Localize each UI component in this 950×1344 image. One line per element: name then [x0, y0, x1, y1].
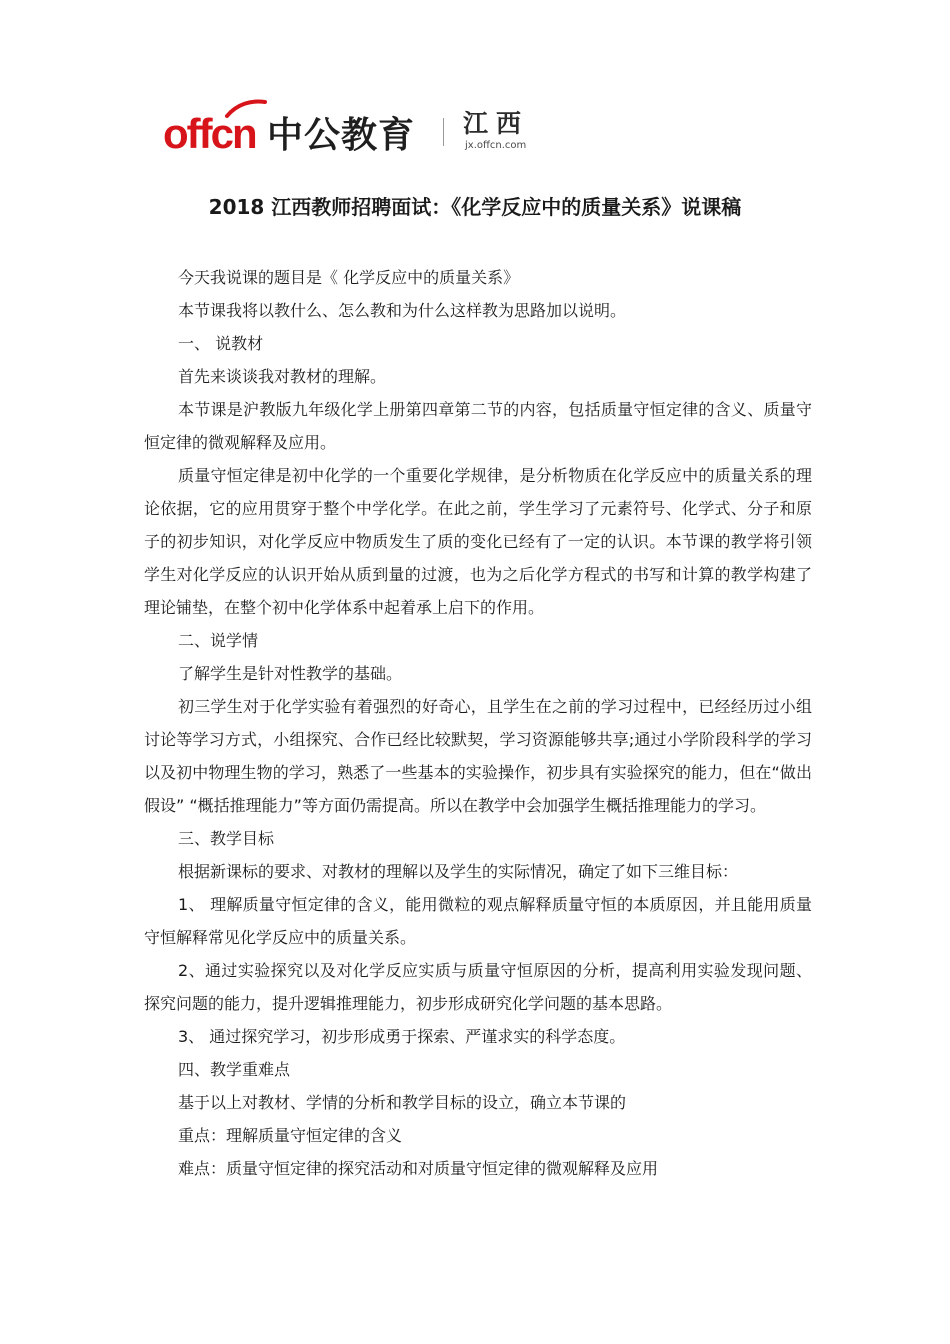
heading-key-points: 四、教学重难点 — [178, 1060, 291, 1079]
document-body — [144, 261, 812, 1185]
objective-item-2: 2、通过实验探究以及对化学反应实质与质量守恒原因的分析，提高利用实验发现问题、探究问题的能力，提升逻辑推理能力，初步形成研究化学问题的基本思路。 — [144, 961, 812, 1013]
heading-textbook: 一、 说教材 — [178, 334, 264, 353]
objective-item-1: 1、 理解质量守恒定律的含义，能用微粒的观点解释质量守恒的本质原因，并且能用质量守恒解释常见化学反应中的质量关系。 — [144, 895, 812, 947]
paragraph-objectives-intro: 根据新课标的要求、对教材的理解以及学生的实际情况，确定了如下三维目标： — [178, 862, 739, 881]
offcn-logo — [163, 98, 421, 154]
paragraph-key-points-intro: 基于以上对教材、学情的分析和教学目标的设立，确立本节课的 — [178, 1093, 627, 1112]
paragraph-students-analysis: 初三学生对于化学实验有着强烈的好奇心，且学生在之前的学习过程中，已经经历过小组讨论等学习方式，小组探究、合作已经比较默契，学习资源能够共享;通过小学阶段科学的学习以及初中物理生物的学习，熟悉了一些基本的实验操作，初步具有实验探究的能力，但在“做出假设” “概括推理能力”等方面仍需提高。所以在教学中会加强学生概括推理能力的学习。 — [144, 697, 812, 815]
logo-divider — [443, 118, 444, 146]
paragraph-textbook-content: 本节课是沪教版九年级化学上册第四章第二节的内容，包括质量守恒定律的含义、质量守恒定律的微观解释及应用。 — [144, 400, 812, 452]
key-point-focus: 重点：理解质量守恒定律的含义 — [178, 1126, 403, 1145]
paragraph-textbook-role: 质量守恒定律是初中化学的一个重要化学规律，是分析物质在化学反应中的质量关系的理论依据，它的应用贯穿于整个中学化学。在此之前，学生学习了元素符号、化学式、分子和原子的初步知识，对化学反应中物质发生了质的变化已经有了一定的认识。本节课的教学将引领学生对化学反应的认识开始从质到量的过渡，也为之后化学方程式的书写和计算的教学构建了理论铺垫，在整个初中化学体系中起着承上启下的作用。 — [144, 466, 812, 617]
key-point-difficulty: 难点：质量守恒定律的探究活动和对质量守恒定律的微观解释及应用 — [178, 1159, 659, 1178]
paragraph-approach: 本节课我将以教什么、怎么教和为什么这样教为思路加以说明。 — [178, 301, 627, 320]
logo-chinese-text: 中公教育 — [267, 115, 416, 154]
paragraph-topic: 今天我说课的题目是《 化学反应中的质量关系》 — [178, 268, 520, 287]
objective-item-3: 3、 通过探究学习，初步形成勇于探索、严谨求实的科学态度。 — [178, 1027, 626, 1046]
region-name: 江西 — [463, 109, 530, 138]
logo-latin-text: offcn — [163, 110, 256, 154]
page-header — [163, 98, 583, 158]
heading-objectives: 三、教学目标 — [178, 829, 275, 848]
document-title: 2018 江西教师招聘面试：《化学反应中的质量关系》说课稿 — [208, 195, 742, 219]
paragraph-students-intro: 了解学生是针对性教学的基础。 — [178, 664, 403, 683]
heading-students: 二、说学情 — [178, 631, 259, 650]
paragraph-textbook-intro: 首先来谈谈我对教材的理解。 — [178, 367, 387, 386]
region-url: jx.offcn.com — [465, 140, 527, 151]
